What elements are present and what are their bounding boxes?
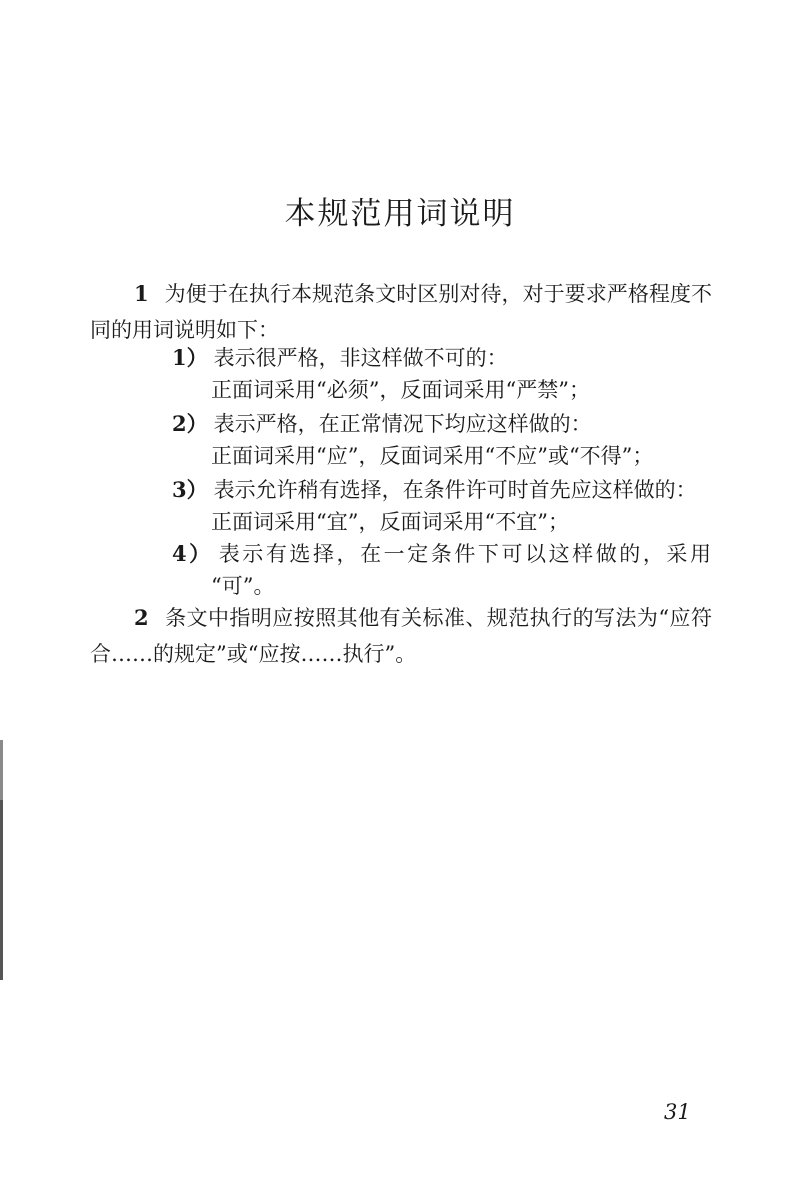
list-item (172, 408, 712, 472)
list-item (172, 474, 712, 538)
list-item (172, 538, 712, 602)
item-2-number: 2） (172, 411, 208, 436)
list-item (172, 342, 712, 406)
clause-1-number: 1 (134, 281, 149, 306)
item-1-line-2: 正面词采用“必须”，反面词采用“严禁”； (211, 378, 590, 402)
item-4-first-line (172, 538, 712, 570)
item-1-line-1: 表示很严格，非这样做不可的： (213, 346, 508, 370)
item-4-number: 4） (172, 541, 213, 566)
item-4-line-1: 表示有选择，在一定条件下可以这样做的，采用 (218, 542, 712, 566)
item-2-line-2: 正面词采用“应”，反面词采用“不应”或“不得”； (211, 444, 654, 468)
clause-2-number: 2 (134, 605, 149, 630)
page-title: 本规范用词说明 (284, 196, 516, 232)
clause-2 (90, 600, 712, 672)
item-3-number: 3） (172, 477, 208, 502)
item-3-line-1: 表示允许稍有选择，在条件许可时首先应这样做的： (213, 478, 697, 502)
clause-1-text: 为便于在执行本规范条文时区别对待，对于要求严格程度不同的用词说明如下： (90, 282, 712, 342)
item-4-line-2: “可”。 (211, 574, 275, 598)
binding-edge-mark (0, 740, 3, 800)
clause-1 (90, 276, 712, 348)
page-number: 31 (664, 1100, 691, 1124)
binding-edge-mark (0, 800, 3, 980)
clause-2-text: 条文中指明应按照其他有关标准、规范执行的写法为“应符合……的规定”或“应按……执行”。 (90, 606, 712, 666)
item-2-line-1: 表示严格，在正常情况下均应这样做的： (213, 412, 592, 436)
item-3-line-2: 正面词采用“宜”，反面词采用“不宜”； (211, 510, 569, 534)
item-1-number: 1） (172, 345, 208, 370)
